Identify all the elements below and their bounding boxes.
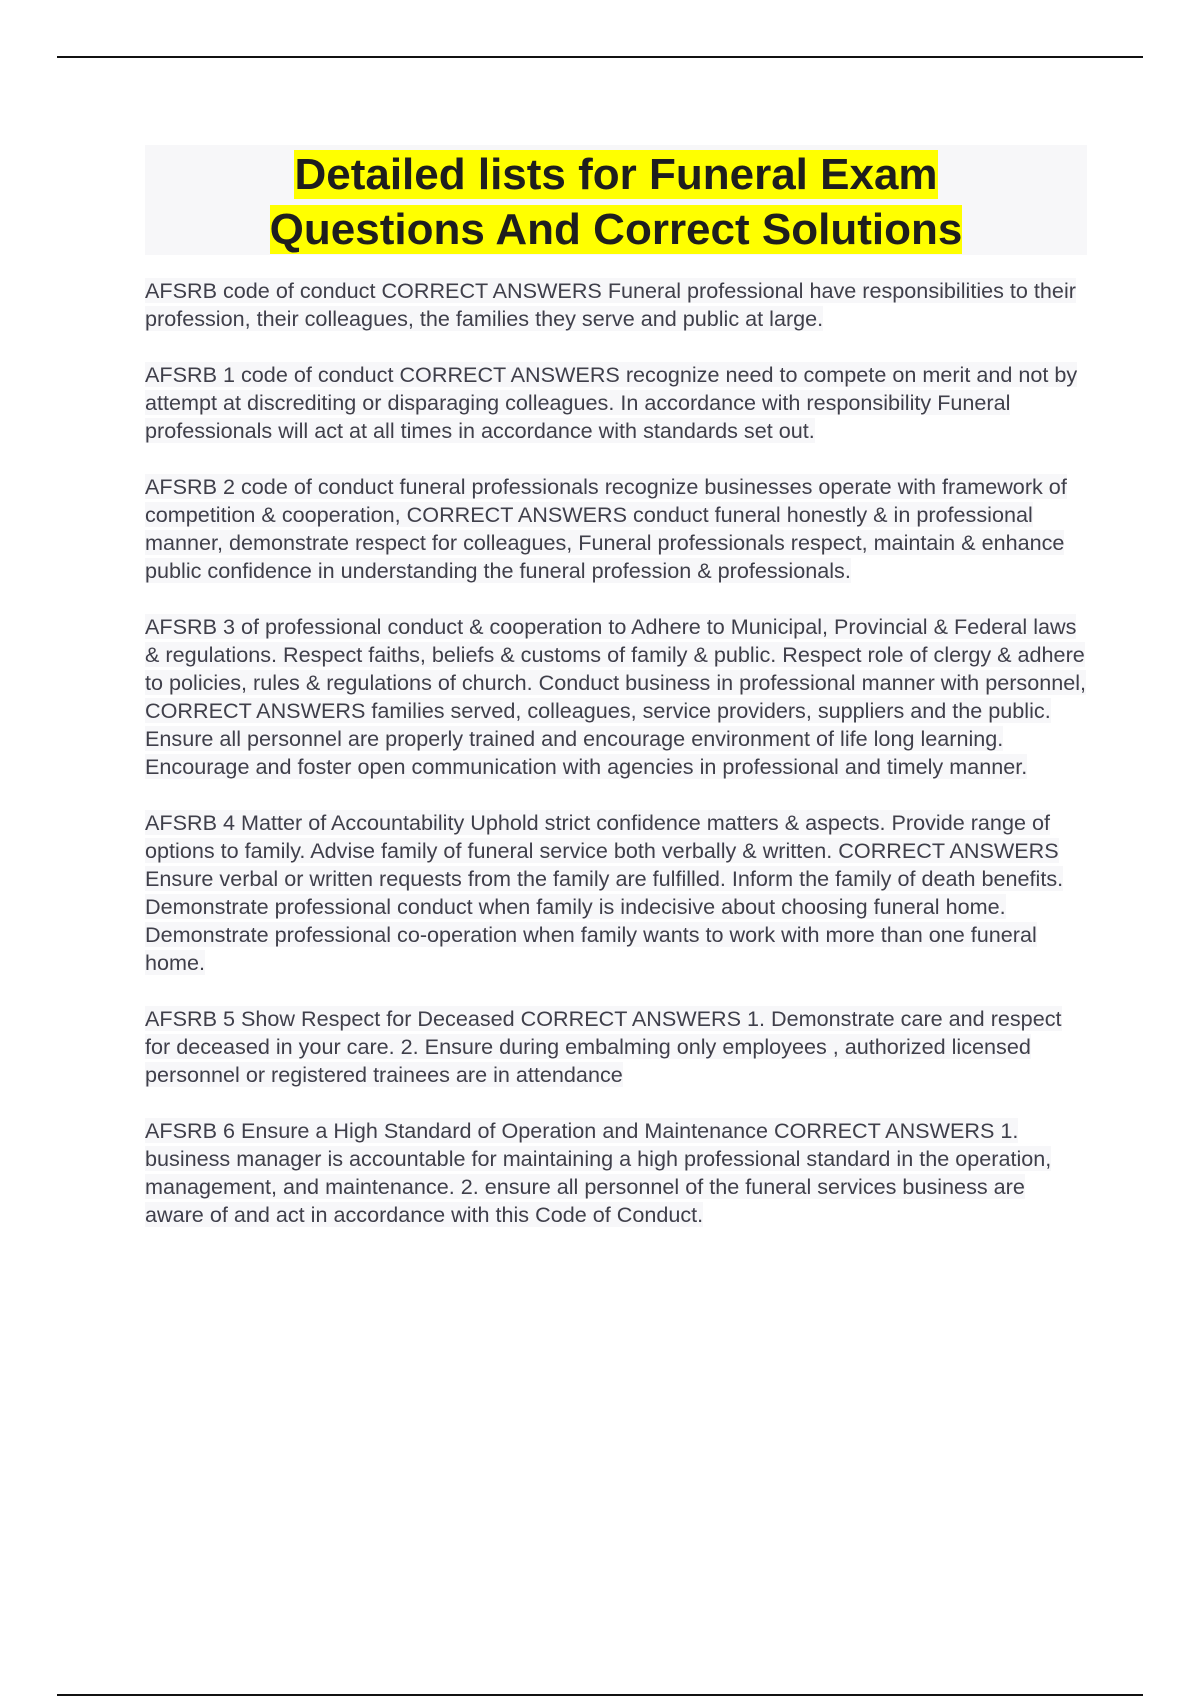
entry-text: AFSRB code of conduct CORRECT ANSWERS Funeral professional have responsibilities to their profession, their colleagues, the families they serve and public at large. [145, 278, 1076, 331]
entry-text: AFSRB 3 of professional conduct & cooperation to Adhere to Municipal, Provincial & Federal laws & regulations. Respect faiths, beliefs & customs of family & public. Respect role of clergy & adhere to policies, rules & regulations of church. Conduct business in professional manner with personnel, CORRECT ANSWERS families served, colleagues, service providers, suppliers and the public. Ensure all personnel are properly trained and encourage environment of life long learning. Encourage and foster open communication with agencies in professional and timely manner. [145, 614, 1087, 779]
document-body [145, 145, 1087, 1257]
entry-text: AFSRB 6 Ensure a High Standard of Operation and Maintenance CORRECT ANSWERS 1. business manager is accountable for maintaining a high professional standard in the operation, management, and maintenance. 2. ensure all personnel of the funeral services business are aware of and act in accordance with this Code of Conduct. [145, 1118, 1052, 1227]
title-block [145, 145, 1087, 255]
entry-text: AFSRB 1 code of conduct CORRECT ANSWERS recognize need to compete on merit and not by attempt at discrediting or disparaging colleagues. In accordance with responsibility Funeral professionals will act at all times in accordance with standards set out. [145, 362, 1078, 443]
entry-afsrb-1 [145, 361, 1087, 445]
entry-text: AFSRB 5 Show Respect for Deceased CORRECT ANSWERS 1. Demonstrate care and respect for deceased in your care. 2. Ensure during embalming only employees , authorized licensed personnel or registered trainees are in attendance [145, 1006, 1062, 1087]
document-title [145, 147, 1087, 257]
entry-afsrb-4 [145, 809, 1087, 977]
entry-afsrb-5 [145, 1005, 1087, 1089]
entry-list [145, 277, 1087, 1229]
entry-text: AFSRB 2 code of conduct funeral professionals recognize businesses operate with framework of competition & cooperation, CORRECT ANSWERS conduct funeral honestly & in professional manner, demonstrate respect for colleagues, Funeral professionals respect, maintain & enhance public confidence in understanding the funeral profession & professionals. [145, 474, 1067, 583]
title-line-1: Detailed lists for Funeral Exam [294, 150, 938, 199]
entry-afsrb-code [145, 277, 1087, 333]
entry-afsrb-2 [145, 473, 1087, 585]
entry-text: AFSRB 4 Matter of Accountability Uphold strict confidence matters & aspects. Provide range of options to family. Advise family of funeral service both verbally & written. CORRECT ANSWERS Ensure verbal or written requests from the family are fulfilled. Inform the family of death benefits. Demonstrate professional conduct when family is indecisive about choosing funeral home. Demonstrate professional co-operation when family wants to work with more than one funeral home. [145, 810, 1064, 975]
entry-afsrb-3 [145, 613, 1087, 781]
entry-afsrb-6 [145, 1117, 1087, 1229]
title-line-2: Questions And Correct Solutions [269, 205, 963, 254]
top-divider [57, 56, 1143, 58]
bottom-divider [57, 1694, 1143, 1696]
